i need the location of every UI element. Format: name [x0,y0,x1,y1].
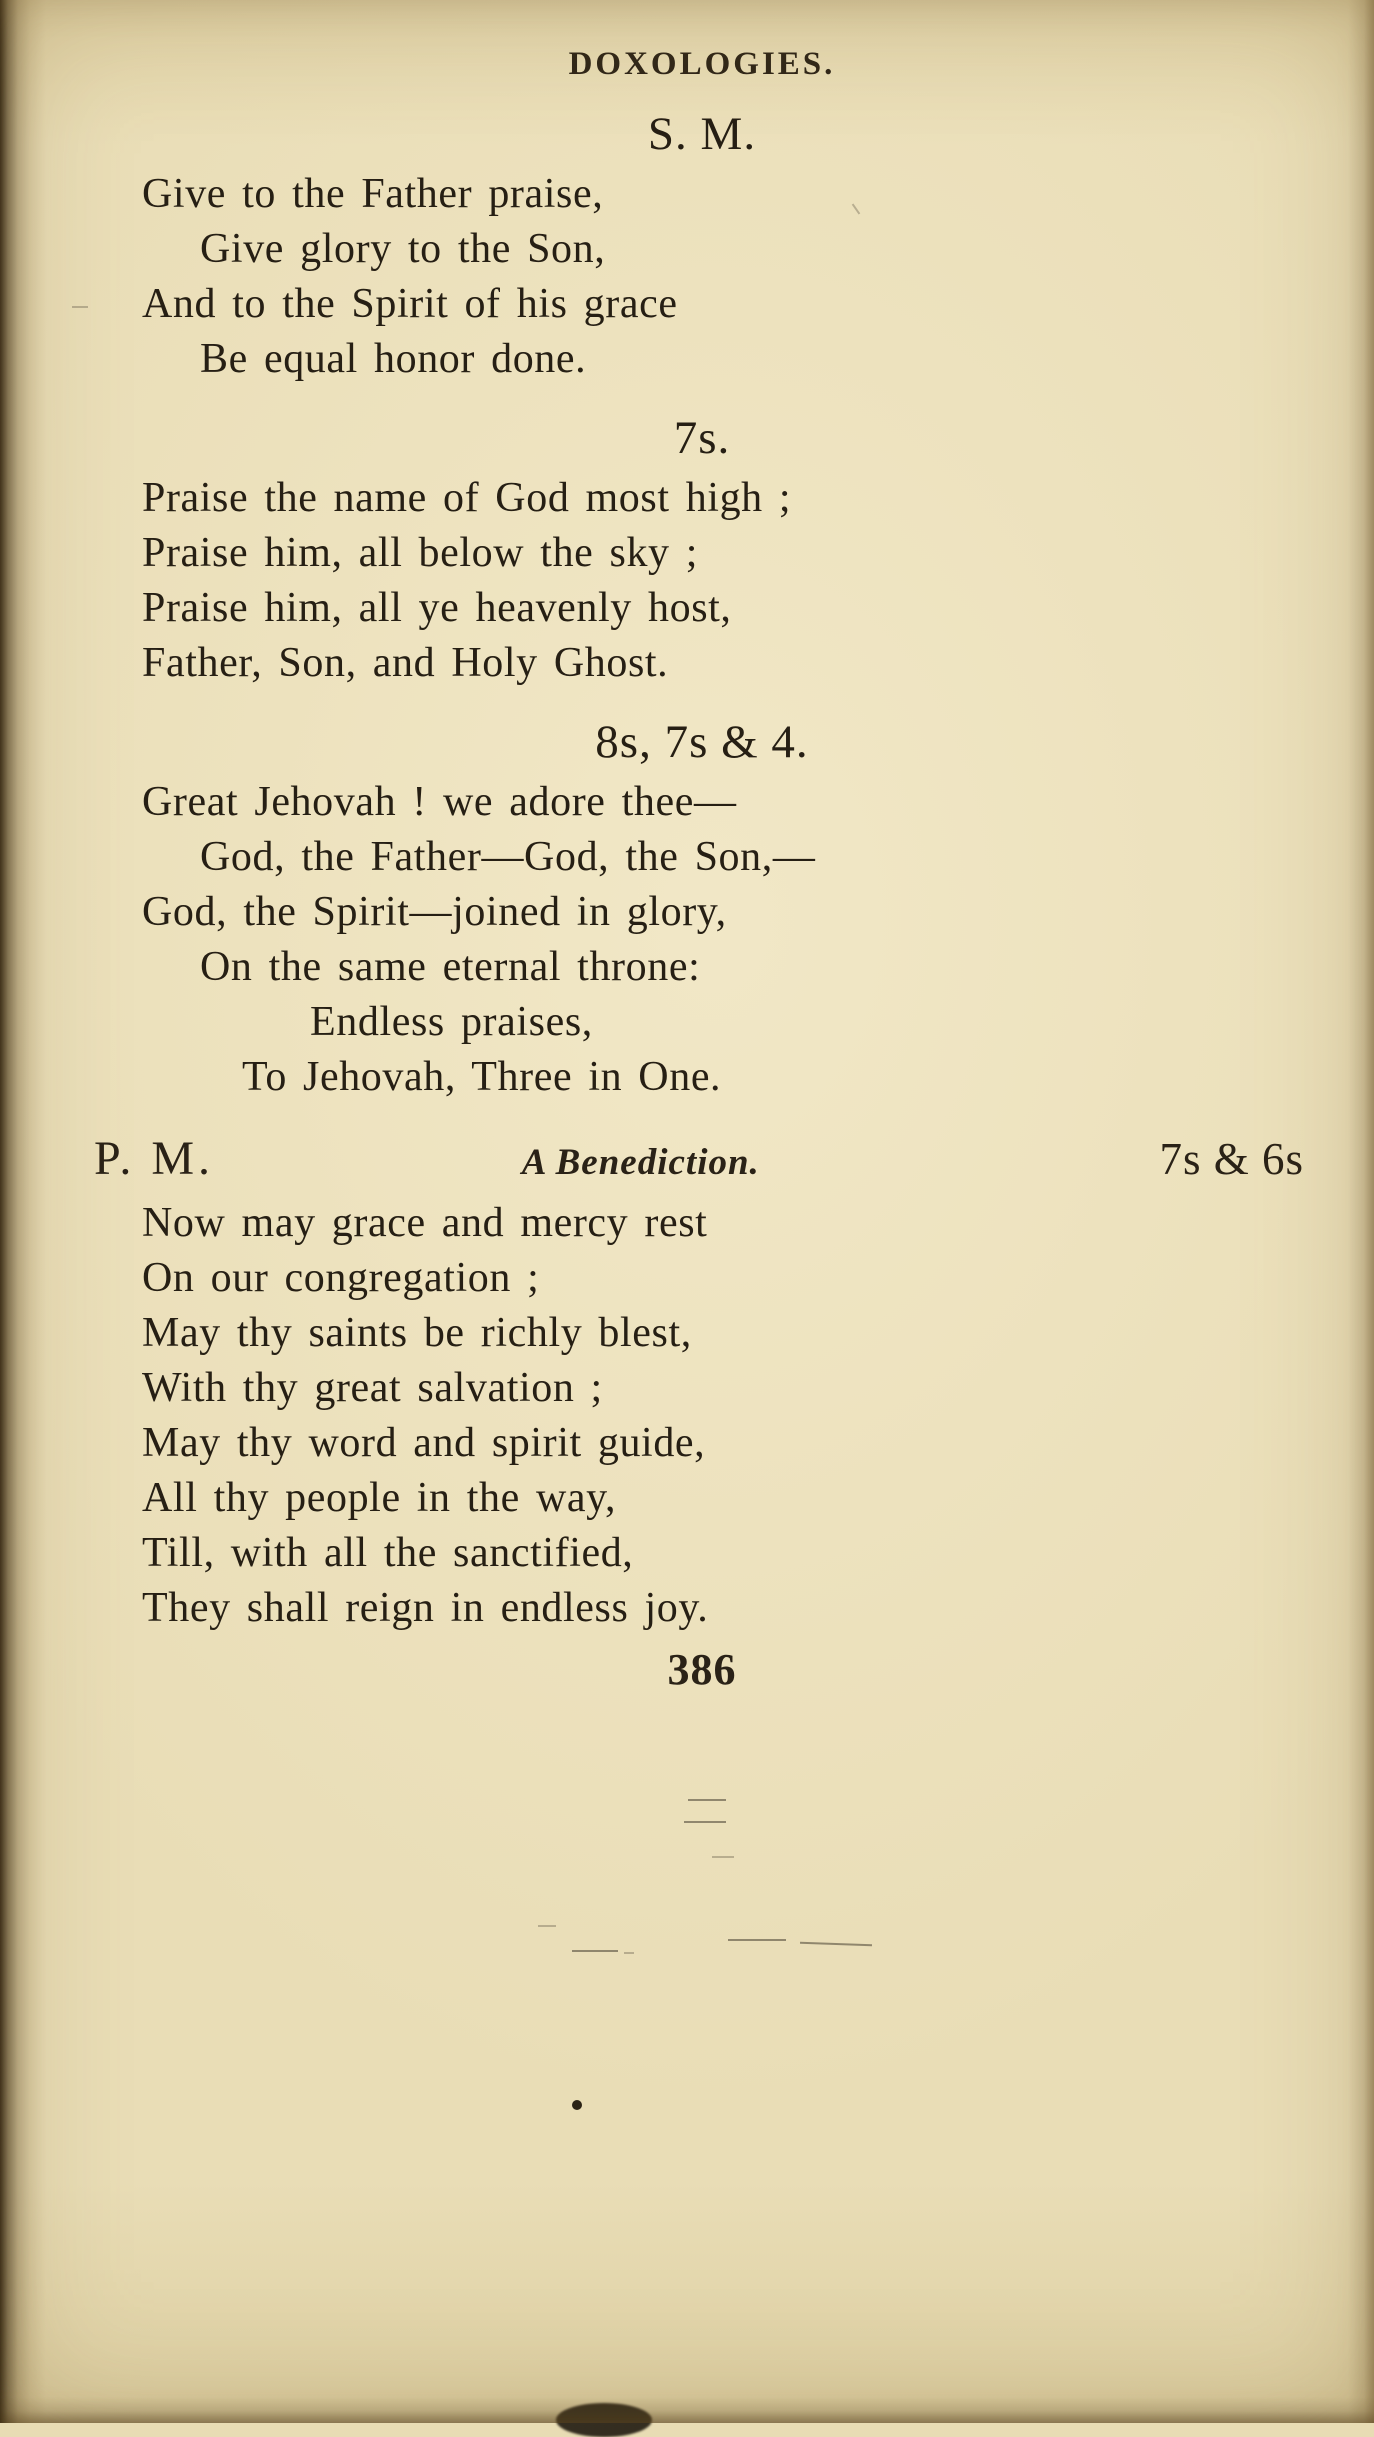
poem-line: Praise him, all below the sky ; [142,530,699,576]
poem-line: God, the Spirit—joined in glory, [142,889,727,935]
poem-line: Praise him, all ye heavenly host, [142,585,732,631]
meter-label-left: P. M. [94,1132,215,1185]
poem-line: On our congregation ; [142,1255,540,1301]
stray-mark [688,1799,726,1801]
poem-line: And to the Spirit of his grace [142,281,678,327]
running-head: DOXOLOGIES. [568,46,836,82]
stanza [142,1196,1304,1636]
stray-mark [624,1952,634,1954]
stanza [142,471,1304,691]
poem-line: Endless praises, [310,999,593,1045]
poem-line: Praise the name of God most high ; [142,475,792,521]
ink-dot [572,2100,582,2110]
poem-line: All thy people in the way, [142,1475,617,1521]
stray-mark [800,1942,872,1947]
stray-mark [538,1925,556,1927]
stanza [142,775,1304,1105]
poem-line: Give to the Father praise, [142,171,604,217]
stray-mark [572,1950,618,1952]
poem-line: Till, with all the sanctified, [142,1530,634,1576]
page-edge-right [1348,0,1374,2423]
poem-line: Great Jehovah ! we adore thee— [142,779,737,825]
stray-mark [712,1856,734,1858]
meter-label-right: 7s & 6s [1159,1134,1304,1184]
meter-heading: 8s, 7s & 4. [595,716,809,768]
poem-line: May thy word and spirit guide, [142,1420,706,1466]
poem-line: Give glory to the Son, [200,226,606,272]
poem-line: Father, Son, and Holy Ghost. [142,640,669,686]
poem-line: With thy great salvation ; [142,1365,603,1411]
section-header-row [94,1131,1304,1186]
poem-line: They shall reign in endless joy. [142,1585,709,1631]
benediction-title: A Benediction. [521,1142,760,1183]
stanza [142,167,1304,387]
page-edge-bottom [0,2397,1374,2423]
poem-line: Be equal honor done. [200,336,587,382]
poem-line: God, the Father—God, the Son,— [200,834,816,880]
hymn-sections [94,107,1304,1636]
poem-line: Now may grace and mercy rest [142,1200,708,1246]
binding-shadow [0,0,46,2423]
stray-mark [728,1939,786,1941]
meter-heading: S. M. [647,108,757,160]
page-number: 386 [667,1645,737,1694]
poem-line: May thy saints be richly blest, [142,1310,692,1356]
stray-mark [684,1821,726,1823]
poem-line: To Jehovah, Three in One. [242,1054,722,1100]
meter-heading: 7s. [673,412,731,464]
poem-line: On the same eternal throne: [200,944,701,990]
